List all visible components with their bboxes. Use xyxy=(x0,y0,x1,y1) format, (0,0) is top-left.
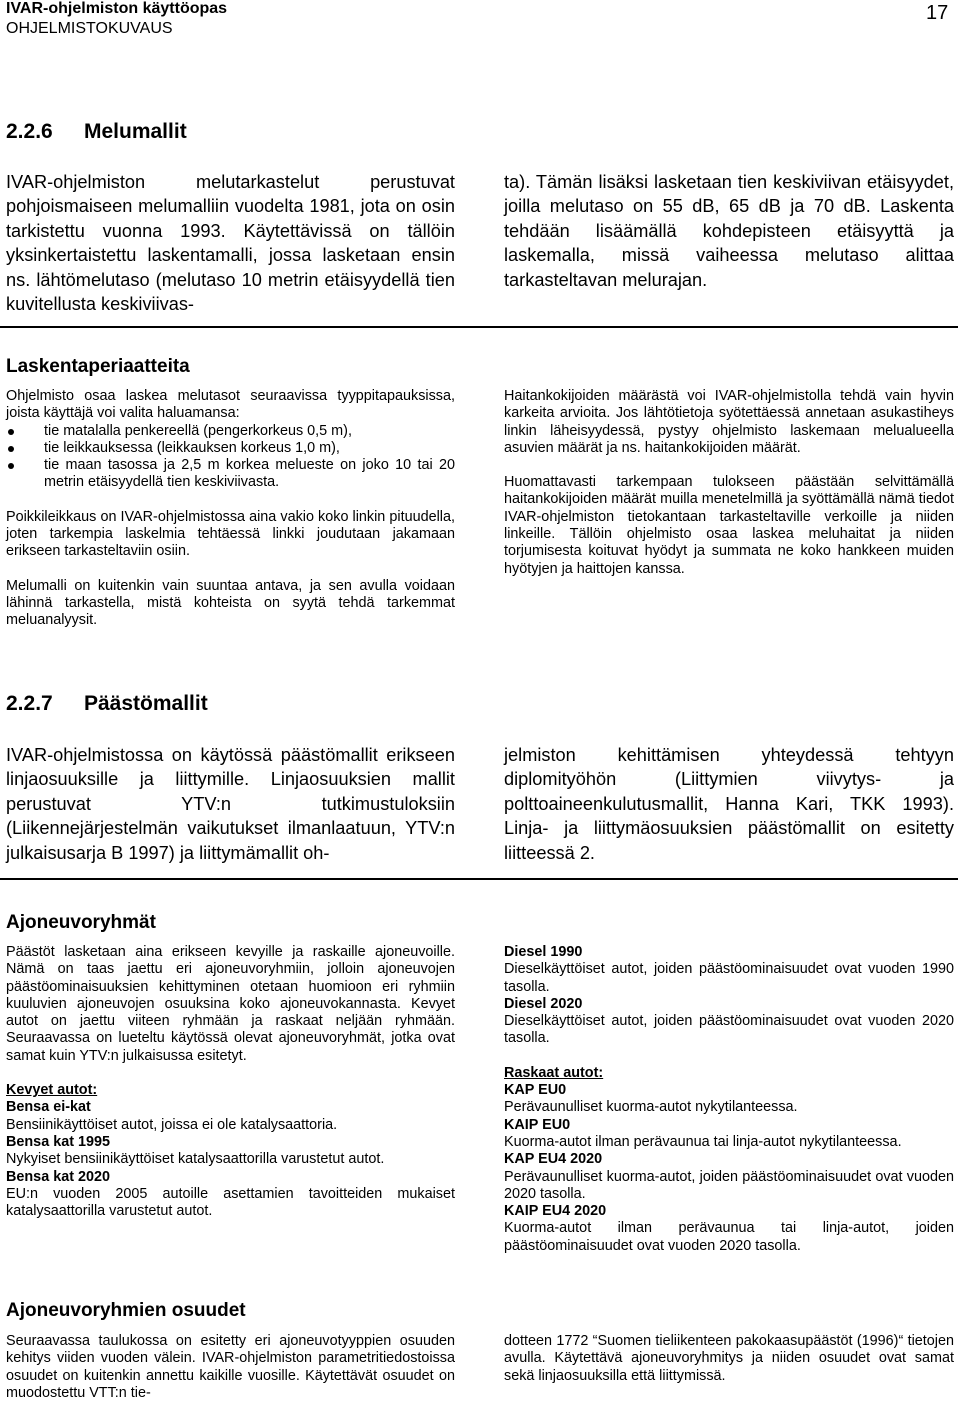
section-heading-226 xyxy=(6,119,187,145)
list-item: tie maan tasossa ja 2,5 m korkea melueste on joko 10 tai 20 metrin etäisyydellä tien keskiviivasta. xyxy=(6,457,455,492)
paastomallit-right-column xyxy=(504,743,954,865)
vehicle-group-desc: Perävaunulliset kuorma-autot, joiden päästöominaisuudet ovat vuoden 2020 tasolla. xyxy=(504,1168,954,1202)
paragraph: Haitankokijoiden määrästä voi IVAR-ohjelmistolla tehdä vain hyvin karkeita arvioita. Jos lähtötietoja syötettäessä annetaan asukastiheys linkin läheisyydessä, pystyy ohjelmisto laskemaan melualueella asuvien määrät ja ns. haitankokijoiden määrät. xyxy=(504,388,954,456)
vehicle-group-name: Diesel 2020 xyxy=(504,995,583,1012)
paragraph: IVAR-ohjelmistossa on käytössä päästömallit erikseen linjaosuuksille ja liittymille. Linjaosuuksien mallit perustuvat YTV:n tutkimustuloksiin (Liikennejärjestelmän vaikutukset ilmanlaatuun, YTV:n julkaisusarja B 1997) ja liittymämallit oh- xyxy=(6,745,455,863)
ajoneuvoryhmat-left-column xyxy=(6,944,455,1220)
section-divider xyxy=(0,326,958,328)
paragraph: dotteen 1772 “Suomen tieliikenteen pakokaasupäästöt (1996)“ tietojen avulla. Käytettävä ajoneuvoryhmitys ja niiden osuudet ovat samat sekä linjaosuuksilla että liittymissä. xyxy=(504,1333,954,1384)
document-title: IVAR-ohjelmiston käyttöopas xyxy=(6,0,228,17)
subheading-osuudet: Ajoneuvoryhmien osuudet xyxy=(6,1300,246,1321)
section-title: Päästömallit xyxy=(84,692,208,715)
osuudet-left-column xyxy=(6,1333,455,1402)
paragraph: Huomattavasti tarkempaan tulokseen päästään selvittämällä haitankokijoiden määrät muilla menetelmillä ja syöttämällä nämä tiedot IVAR-ohjelmiston tietokantaan tarkasteltaville verkoille ja niiden linkeille. Tällöin ohjelmisto osaa laskea meluhaitat ja niiden torjumisesta koituvat hyödyt ja summata ne koko hankkeen muiden hyötyjen ja haittojen kanssa. xyxy=(504,474,954,577)
list-item: tie matalalla penkereellä (pengerkorkeus 0,5 m), xyxy=(6,423,455,440)
vehicle-group-name: KAP EU0 xyxy=(504,1082,567,1099)
ajoneuvoryhmat-right-column xyxy=(504,944,954,1255)
paragraph: Melumalli on kuitenkin vain suuntaa antava, ja sen avulla voidaan lähinnä tarkastella, mistä kohteista on syytä tehdä tarkemmat meluanalyysit. xyxy=(6,577,455,629)
vehicle-group-desc: EU:n vuoden 2005 autoille asettamien tavoitteiden mukaiset katalysaattorilla varustetut autot. xyxy=(6,1185,455,1220)
vehicle-group-name: KAP EU4 2020 xyxy=(504,1151,603,1168)
vehicle-group-name: Bensa kat 1995 xyxy=(6,1133,111,1150)
laskenta-left-column xyxy=(6,388,455,630)
paragraph: Ohjelmisto osaa laskea melutasot seuraavissa tyyppitapauksissa, joista käyttäjä voi valita haluamansa: xyxy=(6,388,455,422)
osuudet-right-column xyxy=(504,1333,954,1385)
laskenta-right-column xyxy=(504,388,954,578)
vehicle-group-name: Diesel 1990 xyxy=(504,944,583,960)
paragraph: Poikkileikkaus on IVAR-ohjelmistossa aina vakio koko linkin pituudella, joten tarkempia laskelmia tehtäessä linkki joudutaan jakamaan erikseen tarkasteltaviin osiin. xyxy=(6,508,455,560)
melumallit-left-column xyxy=(6,170,455,316)
light-vehicles-heading: Kevyet autot: xyxy=(6,1082,98,1099)
section-title: Melumallit xyxy=(84,120,187,143)
paragraph: ta). Tämän lisäksi lasketaan tien keskiviivan etäisyydet, joilla melutaso on 55 dB, 65 dB ja 70 dB. Laskenta tehdään lisäämällä kohdepisteen etäisyyttä ja laskemalla, missä vaiheessa melutaso alittaa tarkasteltavan melurajan. xyxy=(504,172,954,290)
subheading-ajoneuvoryhmat: Ajoneuvoryhmät xyxy=(6,912,156,933)
paragraph: Seuraavassa taulukossa on esitetty eri ajoneuvotyyppien osuuden kehitys viiden vuoden välein. IVAR-ohjelmiston parametritiedostoissa osuudet on kuitenkin annettu kaikille vuosille. Käytettävät osuudet on muodostettu VTT:n tie- xyxy=(6,1333,455,1401)
page-number: 17 xyxy=(926,2,949,24)
paastomallit-left-column xyxy=(6,743,455,865)
vehicle-group-name: KAIP EU0 xyxy=(504,1116,571,1133)
vehicle-group-desc: Dieselkäyttöiset autot, joiden päästöominaisuudet ovat vuoden 1990 tasolla. xyxy=(504,961,954,995)
vehicle-group-name: KAIP EU4 2020 xyxy=(504,1203,607,1220)
paragraph: jelmiston kehittämisen yhteydessä tehtyyn diplomityöhön (Liittymien viivytys- ja polttoaineenkulutusmallit, Hanna Kari, TKK 1993). Linja- ja liittymäosuuksien päästömallit on esitetty liitteessä 2. xyxy=(504,745,954,863)
heavy-vehicles-heading: Raskaat autot: xyxy=(504,1064,604,1081)
section-number: 2.2.6 xyxy=(6,120,53,143)
section-divider xyxy=(0,878,958,880)
vehicle-group-desc: Bensiinikäyttöiset autot, joissa ei ole katalysaattoria. xyxy=(6,1116,338,1133)
vehicle-group-name: Bensa kat 2020 xyxy=(6,1168,111,1185)
section-heading-227 xyxy=(6,691,208,717)
vehicle-group-desc: Perävaunulliset kuorma-autot nykytilanteessa. xyxy=(504,1099,798,1116)
subheading-laskentaperiaatteita: Laskentaperiaatteita xyxy=(6,356,190,377)
vehicle-group-desc: Kuorma-autot ilman perävaunua tai linja-autot nykytilanteessa. xyxy=(504,1133,902,1150)
section-number: 2.2.7 xyxy=(6,692,53,715)
document-subtitle: OHJELMISTOKUVAUS xyxy=(6,20,173,37)
list-item: tie leikkauksessa (leikkauksen korkeus 1,0 m), xyxy=(6,440,455,457)
paragraph: Päästöt lasketaan aina erikseen kevyille ja raskaille ajoneuvoille. Nämä on taas jaettu eri ajoneuvoryhmiin, jolloin ajoneuvojen päästöominaisuuksien kehittyminen otetaan huomioon eri ryhmiin kuuluvien ajoneuvojen osuuksina koko ajoneuvokannasta. Kevyet autot on jaettu viiteen ryhmään ja raskaat neljään ryhmään. Seuraavassa on lueteltu käytössä olevat ajoneuvoryhmät, jotka ovat samat kuin YTV:n julkaisussa esitetyt. xyxy=(6,944,455,1064)
vehicle-group-desc: Nykyiset bensiinikäyttöiset katalysaattorilla varustetut autot. xyxy=(6,1151,385,1168)
vehicle-group-desc: Kuorma-autot ilman perävaunua tai linja-autot, joiden päästöominaisuudet ovat vuoden 2020 tasolla. xyxy=(504,1220,954,1254)
vehicle-group-desc: Dieselkäyttöiset autot, joiden päästöominaisuudet ovat vuoden 2020 tasolla. xyxy=(504,1013,954,1047)
vehicle-group-name: Bensa ei-kat xyxy=(6,1099,91,1116)
melumallit-right-column xyxy=(504,170,954,292)
case-list xyxy=(6,423,455,492)
paragraph: IVAR-ohjelmiston melutarkastelut perustuvat pohjoismaiseen melumalliin vuodelta 1981, jota on osin tarkistettu vuonna 1993. Käytettävissä on tällöin yksinkertaistettu laskentamalli, jossa lasketaan ensin ns. lähtömelutaso (melutaso 10 metrin etäisyydellä tien kuvitellusta keskiviivas- xyxy=(6,172,455,315)
